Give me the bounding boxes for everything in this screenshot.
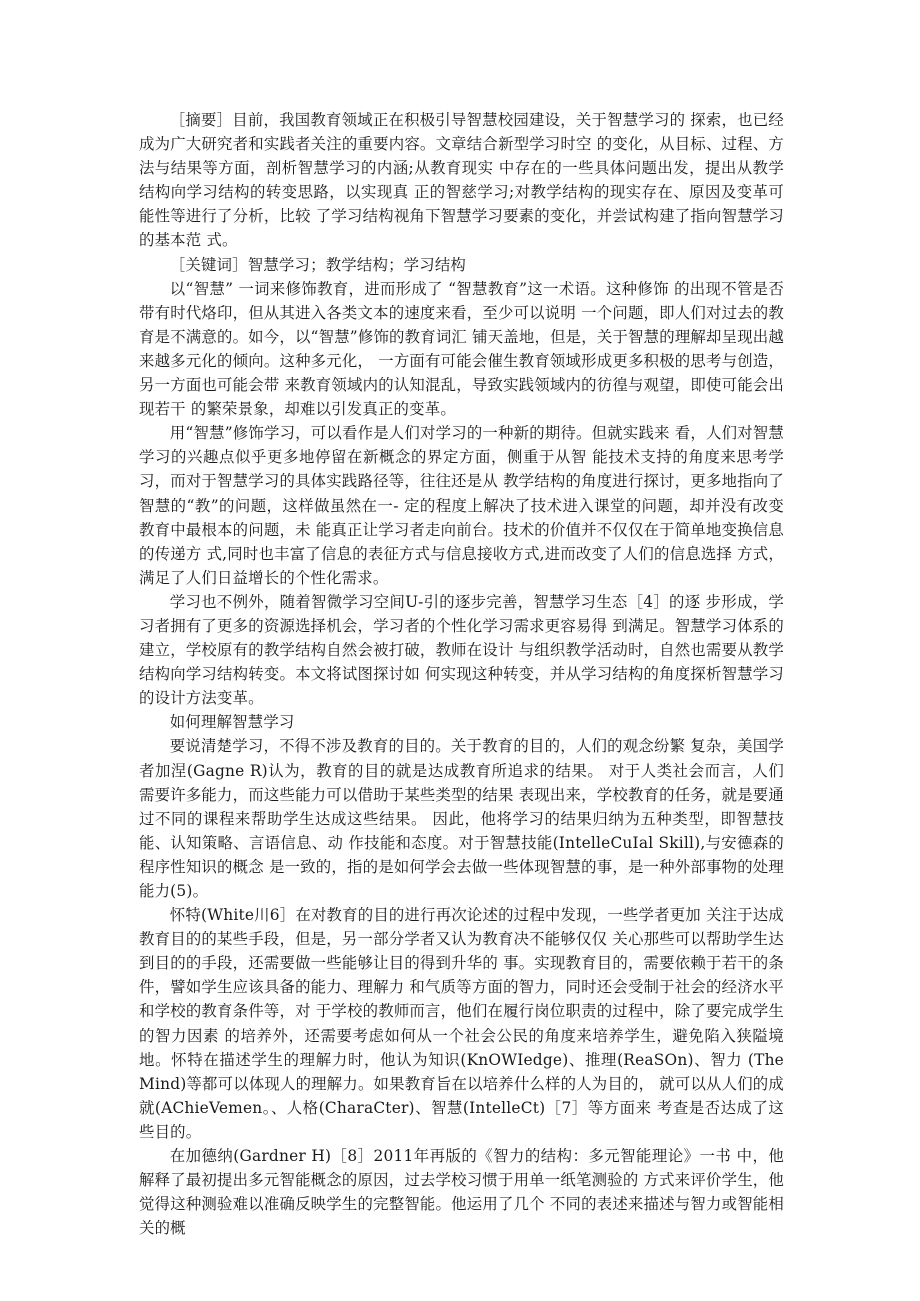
paragraph-gagne: 要说清楚学习，不得不涉及教育的目的。关于教育的目的，人们的观念纷繁 复杂，美国学者加涅(Gagne R)认为，教育的目的就是达成教育所追求的结果。 对于人类社会而言，人们需要许多能力，而这些能力可以借助于某些类型的结果 表现出来，学校教育的任务，就是要通过不同的课程来帮助学生达成这些结果。 因此，他将学习的结果归纳为五种类型，即智慧技能、认知策略、言语信息、动 作技能和态度。对于智慧技能(IntelleCuIal Skill),与安德森的程序性知识的概念 是一致的，指的是如何学会去做一些体现智慧的事，是一种外部事物的处理能力(5)。 [139,737,784,900]
paragraph-gardner: 在加德纳(Gardner H)［8］2011年再版的《智力的结构：多元智能理论》一书 中，他解释了最初提出多元智能概念的原因，过去学校习惯于用单一纸笔测验的 方式来评价学生，他觉得这种测验难以准确反映学生的完整智能。他运用了几个 不同的表述来描述与智力或智能相关的概 [139,1147,784,1238]
paragraph-transition: 学习也不例外，随着智微学习空间U-引的逐步完善，智慧学习生态［4］的逐 步形成，学习者拥有了更多的资源选择机会，学习者的个性化学习需求更容易得 到满足。智慧学习体系的建立，学校原有的教学结构自然会被打破，教师在设计 与组织教学活动时，自然也需要从教学结构向学习结构转变。本文将试图探讨如 何实现这种转变，并从学习结构的角度探析智慧学习的设计方法变革。 [139,592,784,708]
paragraph-intro: 以“智慧” 一词来修饰教育，进而形成了 “智慧教育”这一术语。这种修饰 的出现不管是否带有时代烙印，但从其进入各类文本的速度来看，至少可以说明 一个问题，即人们对过去的教育是不满意的。如今，以“智慧”修饰的教育词汇 铺天盖地，但是，关于智慧的理解却呈现出越来越多元化的倾向。这种多元化， 一方面有可能会催生教育领域形成更多积极的思考与创造，另一方面也可能会带 来教育领域内的认知混乱，导致实践领域内的彷徨与观望，即使可能会出现若干 的繁荣景象，却难以引发真正的变革。 [139,279,784,419]
section-title: 如何理解智慧学习 [169,713,295,732]
keywords: ［关键词］智慧学习；教学结构；学习结构 [169,255,467,274]
paragraph-expectation: 用“智慧”修饰学习，可以看作是人们对学习的一种新的期待。但就实践来 看，人们对智慧学习的兴趣点似乎更多地停留在新概念的界定方面，侧重于从智 能技术支持的角度来思考学习，而对于智慧学习的具体实践路径等，往往还是从 教学结构的角度进行探讨，更多地指向了智慧的“教”的问题，这样做虽然在一- 定的程度上解决了技术进入课堂的问题，却并没有改变教育中最根本的问题，未 能真正让学习者走向前台。技术的价值并不仅仅在于简单地变换信息的传递方 式,同时也丰富了信息的表征方式与信息接收方式,进而改变了人们的信息选择 方式，满足了人们日益增长的个性化需求。 [139,424,784,587]
document-body [139,108,784,1240]
abstract: ［摘要］目前，我国教育领域正在积极引导智慧校园建设，关于智慧学习的 探索，也已经成为广大研究者和实践者关注的重要内容。文章结合新型学习时空 的变化，从目标、过程、方法与结果等方面，剖析智慧学习的内涵;从教育现实 中存在的一些具体问题出发，提出从教学结构向学习结构的转变思路，以实现真 正的智慈学习;对教学结构的现实存在、原因及变革可能性等进行了分析，比较 了学习结构视角下智慧学习要素的变化，并尝试构建了指向智慧学习的基本范 式。 [139,111,784,250]
paragraph-white: 怀特(White川6］在对教育的目的进行再次论述的过程中发现，一些学者更加 关注于达成教育目的的某些手段，但是，另一部分学者又认为教育决不能够仅仅 关心那些可以帮助学生达到目的的手段，还需要做一些能够让目的得到升华的 事。实现教育目的，需要依赖于若干的条件，譬如学生应该具备的能力、理解力 和气质等方面的智力，同时还会受制于社会的经济水平和学校的教育条件等，对 于学校的教师而言，他们在履行岗位职责的过程中，除了要完成学生的智力因素 的培养外，还需要考虑如何从一个社会公民的角度来培养学生，避免陷入狭隘境 地。怀特在描述学生的理解力时，他认为知识(KnOWIedge)、推理(ReaSOn)、智力 (TheMind)等都可以体现人的理解力。如果教育旨在以培养什么样的人为目的， 就可以从人们的成就(AChieVemen。、人格(CharaCter)、智慧(IntelleCt)［7］等方面来 考查是否达成了这些目的。 [139,906,784,1141]
